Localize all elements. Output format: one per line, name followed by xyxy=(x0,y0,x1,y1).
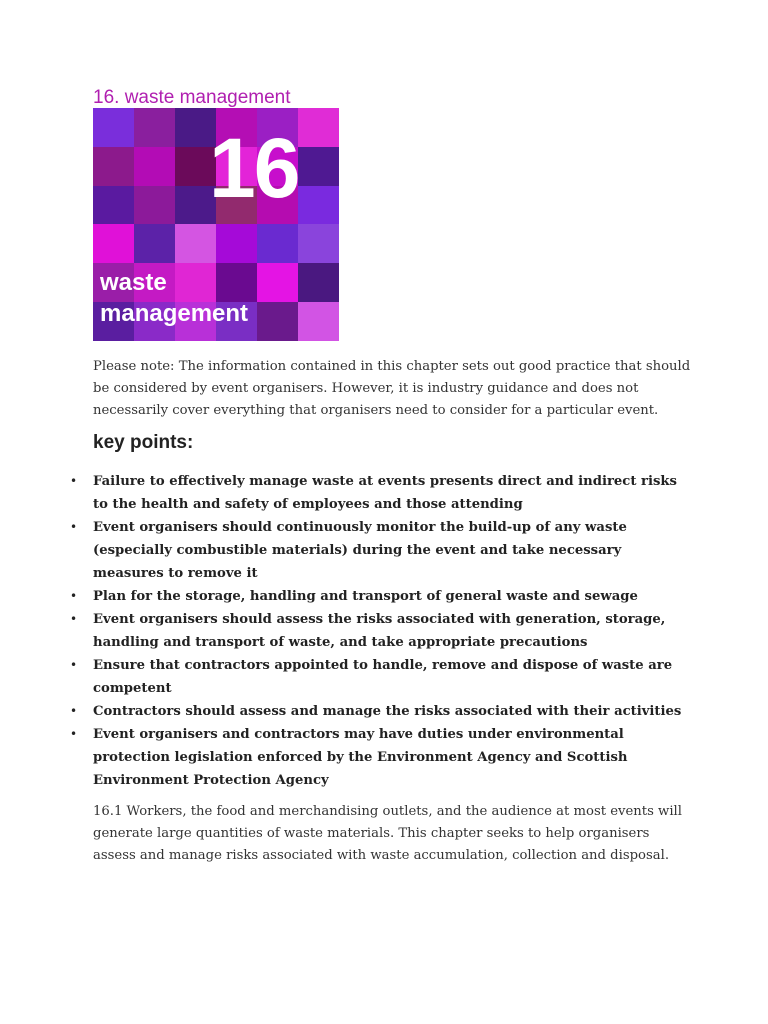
cover-tile xyxy=(298,263,339,302)
cover-tile xyxy=(93,186,134,225)
cover-tile xyxy=(134,108,175,147)
bullet-icon: • xyxy=(70,612,78,626)
cover-tile xyxy=(216,224,257,263)
bullet-icon: • xyxy=(70,704,78,718)
bullet-icon: • xyxy=(70,589,78,603)
key-point-item xyxy=(70,470,690,516)
key-point-text: Event organisers should continuously monitor the build-up of any waste (especially combustible materials) during the event and take necessary measures to remove it xyxy=(93,520,627,581)
cover-tile xyxy=(298,147,339,186)
cover-tile xyxy=(93,108,134,147)
cover-tile xyxy=(298,302,339,341)
key-point-item xyxy=(70,608,690,654)
cover-tile xyxy=(134,224,175,263)
key-point-text: Plan for the storage, handling and transport of general waste and sewage xyxy=(93,589,638,604)
key-points-heading: key points: xyxy=(93,432,194,453)
bullet-icon: • xyxy=(70,727,78,741)
cover-tile xyxy=(257,224,298,263)
key-point-item xyxy=(70,516,690,585)
cover-tile xyxy=(257,263,298,302)
cover-tile xyxy=(134,147,175,186)
cover-tile xyxy=(175,224,216,263)
cover-tile xyxy=(298,108,339,147)
cover-caption-line-1: waste xyxy=(100,269,167,296)
cover-tile xyxy=(257,302,298,341)
key-point-text: Event organisers and contractors may have duties under environmental protection legislation enforced by the Environment Agency and Scottish Environment Protection Agency xyxy=(93,727,628,788)
bullet-icon: • xyxy=(70,474,78,488)
cover-caption-line-2: management xyxy=(100,300,249,327)
key-point-text: Event organisers should assess the risks associated with generation, storage, handling and transport of waste, and take appropriate precautions xyxy=(93,612,666,650)
bullet-icon: • xyxy=(70,520,78,534)
key-point-item xyxy=(70,700,690,723)
disclaimer-note: Please note: The information contained in this chapter sets out good practice that should be considered by event organisers. However, it is industry guidance and does not necessarily cover everything that organisers need to consider for a particular event. xyxy=(93,359,691,418)
key-point-text: Contractors should assess and manage the risks associated with their activities xyxy=(93,704,682,719)
cover-tile xyxy=(134,186,175,225)
cover-tile xyxy=(298,224,339,263)
cover-caption xyxy=(100,267,248,329)
bullet-icon: • xyxy=(70,658,78,672)
paragraph-16-1: 16.1 Workers, the food and merchandising outlets, and the audience at most events will generate large quantities of waste materials. This chapter seeks to help organisers assess and manage risks associated with waste accumulation, collection and disposal. xyxy=(93,804,682,863)
key-point-item xyxy=(70,654,690,700)
cover-chapter-number: 16 xyxy=(209,121,299,215)
cover-tile xyxy=(93,224,134,263)
key-points-list xyxy=(70,470,690,792)
key-point-text: Failure to effectively manage waste at events presents direct and indirect risks to the health and safety of employees and those attending xyxy=(93,474,677,512)
cover-tile xyxy=(298,186,339,225)
chapter-title-link[interactable]: 16. waste management xyxy=(93,87,291,108)
cover-tile xyxy=(93,147,134,186)
key-point-text: Ensure that contractors appointed to handle, remove and dispose of waste are competent xyxy=(93,658,673,696)
key-point-item xyxy=(70,585,690,608)
key-point-item xyxy=(70,723,690,792)
